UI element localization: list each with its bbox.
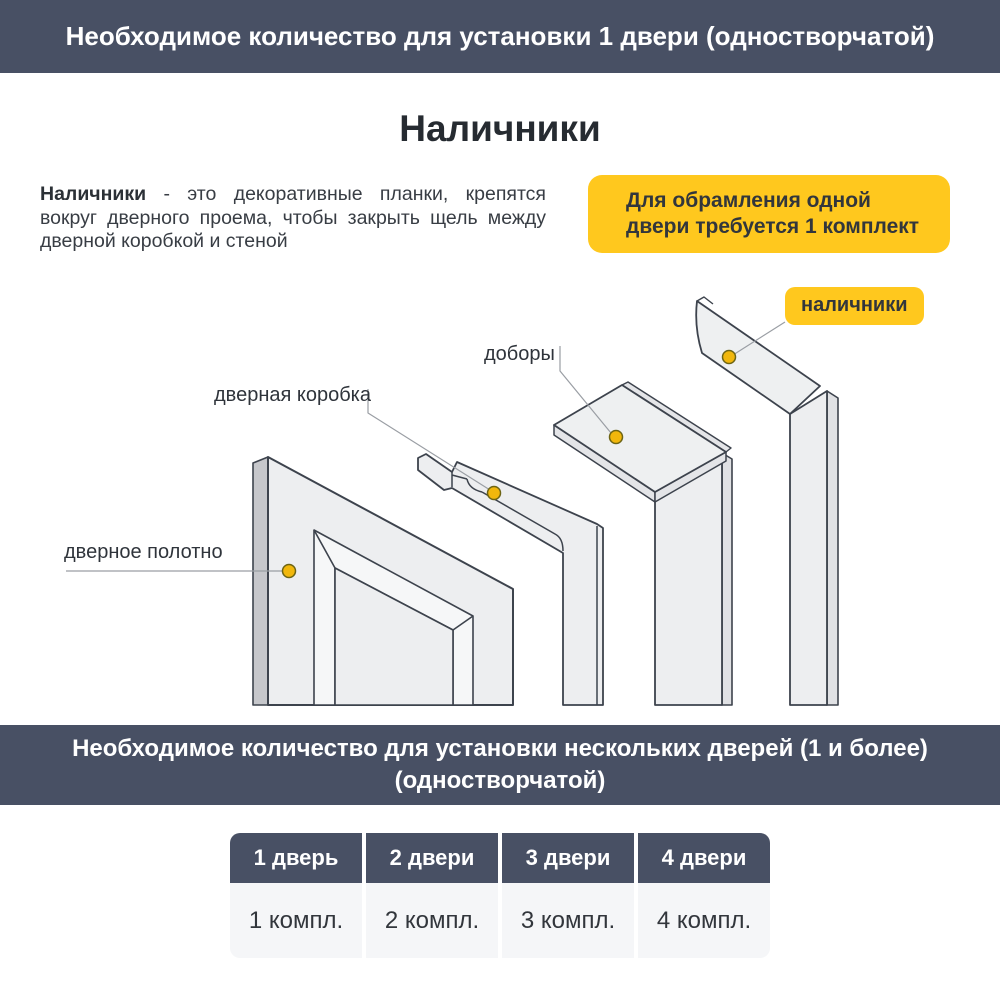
table-value-row (230, 883, 770, 958)
callout-dot-casings (723, 351, 736, 364)
table-value-cell: 4 компл. (638, 883, 770, 958)
table-value-cell: 1 компл. (230, 883, 362, 958)
bottom-banner-line2: (одностворчатой) (394, 767, 606, 794)
definition-text: - это декоративные планки, крепятся вокруг дверного проема, чтобы закрыть щель между дверной коробкой и стеной (40, 183, 546, 252)
callout-dot-extensions (610, 431, 623, 444)
table-header-cell: 2 двери (366, 833, 498, 883)
table-value-cell: 2 компл. (366, 883, 498, 958)
quantity-table (230, 833, 770, 958)
label-door-leaf: дверное полотно (64, 541, 223, 563)
table-value-cell: 3 компл. (502, 883, 634, 958)
kit-note-text: Для обрамления одной двери требуется 1 комплект (626, 189, 920, 238)
label-extensions: доборы (484, 343, 555, 365)
callout-dot-door-leaf (283, 565, 296, 578)
top-banner-text: Необходимое количество для установки 1 двери (одностворчатой) (65, 21, 935, 51)
label-door-frame: дверная коробка (214, 384, 371, 406)
page-title: Наличники (399, 108, 601, 149)
table-header-cell: 1 дверь (230, 833, 362, 883)
table-header-row (230, 833, 770, 883)
table-header-cell: 3 двери (502, 833, 634, 883)
definition-term: Наличники (40, 183, 147, 205)
label-casings: наличники (785, 287, 924, 325)
bottom-banner-line1: Необходимое количество для установки нескольких дверей (1 и более) (72, 735, 928, 762)
table-header-cell: 4 двери (638, 833, 770, 883)
callout-dot-door-frame (488, 487, 501, 500)
